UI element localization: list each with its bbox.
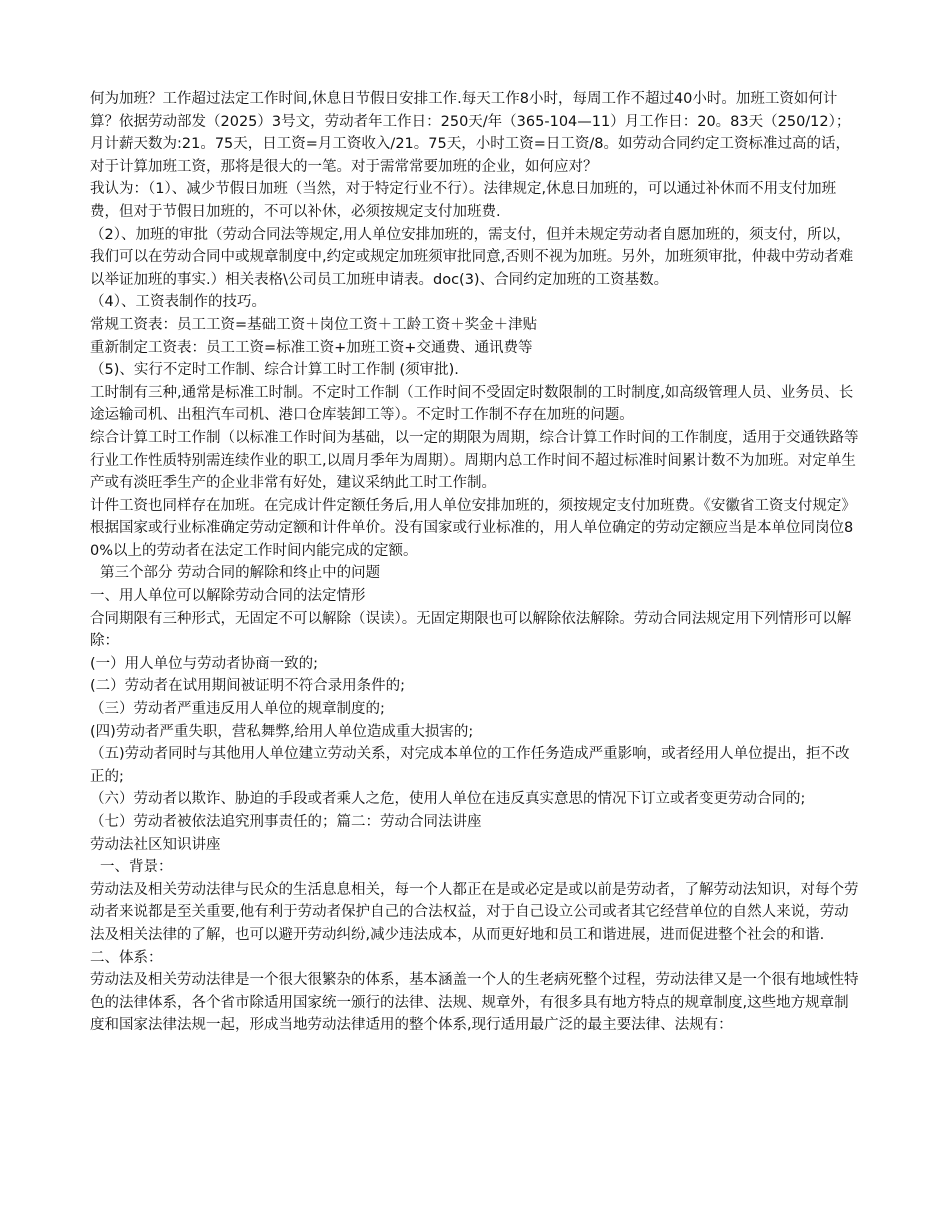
paragraph-new-payroll: 重新制定工资表：员工工资=标准工资+加班工资+交通费、通讯费等 [90, 339, 533, 356]
paragraph-flexible-hours: （5)、实行不定时工作制、综合计算工时工作制 (须审批). [90, 362, 459, 379]
paragraph-contract-terms: 合同期限有三种形式，无固定不可以解除（误读）。无固定期限也可以解除依法解除。劳动合同法规定用下列情形可以解除： [90, 610, 852, 650]
list-item-4: (四)劳动者严重失职，营私舞弊,给用人单位造成重大损害的; [90, 723, 474, 740]
document-body [90, 88, 860, 1037]
list-item-5: （五)劳动者同时与其他用人单位建立劳动关系，对完成本单位的工作任务造成严重影响，或者经用人单位提出，拒不改正的; [90, 746, 850, 785]
list-item-1: (一）用人单位与劳动者协商一致的; [90, 655, 319, 672]
paragraph-overtime-definition: 何为加班？工作超过法定工作时间,休息日节假日安排工作.每天工作8小时，每周工作不超过40小时。加班工资如何计算？依据劳动部发（2025）3号文，劳动者年工作日：250天/年（365-104—11）月工作日：20。83天（250/12）；月计薪天数为:21。75天，日工资=月工资收入/21。75天，小时工资=日工资/8。如劳动合同约定工资标准过高的话，对于计算加班工资，那将是很大的一笔。对于需常常要加班的企业，如何应对？ [90, 91, 851, 175]
section-heading-termination-cases: 一、用人单位可以解除劳动合同的法定情形 [90, 588, 366, 605]
section-heading-background: 一、背景： [100, 859, 173, 876]
paragraph-overtime-approval: （2）、加班的审批（劳动合同法等规定,用人单位安排加班的，需支付，但并未规定劳动者自愿加班的，须支付，所以，我们可以在劳动合同中或规章制度中,约定或规定加班须审批同意,否则不视为加班。另外，加班须审批，仲裁中劳动者难以举证加班的事实.）相关表格\公司员工加班申请表。doc(3)、合同约定加班的工资基数。 [90, 226, 854, 288]
list-item-2: (二）劳动者在试用期间被证明不符合录用条件的; [90, 678, 406, 695]
list-item-3: （三）劳动者严重违反用人单位的规章制度的; [90, 701, 385, 718]
list-item-6: （六）劳动者以欺诈、胁迫的手段或者乘人之危，使用人单位在违反真实意思的情况下订立或者变更劳动合同的; [90, 791, 806, 808]
paragraph-comprehensive-hours: 综合计算工时工作制（以标准工作时间为基础，以一定的期限为周期，综合计算工作时间的工作制度，适用于交通铁路等行业工作性质特别需连续作业的职工,以周月季年为周期）。周期内总工作时间不超过标准时间累计数不为加班。对定单生产或有淡旺季生产的企业非常有好处，建议采纳此工时工作制。 [90, 429, 859, 492]
paragraph-my-view: 我认为：（1）、减少节假日加班（当然，对于特定行业不行）。法律规定,休息日加班的，可以通过补休而不用支付加班费，但对于节假日加班的，不可以补休，必须按规定支付加班费. [90, 181, 837, 220]
paragraph-payroll-tips: （4）、工资表制作的技巧。 [90, 294, 266, 311]
paragraph-system: 劳动法及相关劳动法律是一个很大很繁杂的体系，基本涵盖一个人的生老病死整个过程，劳动法律又是一个很有地域性特色的法律体系，各个省市除适用国家统一颁行的法律、法规、规章外，有很多具有地方特点的规章制度,这些地方规章制度和国家法律法规一起，形成当地劳动法律适用的整个体系,现行适用最广泛的最主要法律、法规有： [90, 972, 859, 1034]
paragraph-regular-payroll: 常规工资表：员工工资=基础工资＋岗位工资＋工龄工资＋奖金＋津贴 [90, 316, 538, 333]
paragraph-background: 劳动法及相关劳动法律与民众的生活息息相关，每一个人都正在是或必定是或以前是劳动者，了解劳动法知识，对每个劳动者来说都是至关重要,他有利于劳动者保护自己的合法权益，对于自己设立公司或者其它经营单位的自然人来说，劳动法及相关法律的了解，也可以避开劳动纠纷,减少违法成本，从而更好地和员工和谐进展，进而促进整个社会的和谐. [90, 881, 859, 943]
section-heading-system: 二、体系： [90, 949, 163, 966]
paragraph-piece-rate: 计件工资也同样存在加班。在完成计件定额任务后,用人单位安排加班的，须按规定支付加班费。《安徽省工资支付规定》根据国家或行业标准确定劳动定额和计件单价。没有国家或行业标准的，用人单位确定的劳动定额应当是本单位同岗位80%以上的劳动者在法定工作时间内能完成的定额。 [90, 497, 856, 559]
section-heading-lecture: 劳动法社区知识讲座 [90, 836, 221, 853]
paragraph-working-hour-systems: 工时制有三种,通常是标准工时制。不定时工作制（工作时间不受固定时数限制的工时制度,如高级管理人员、业务员、长途运输司机、出租汽车司机、港口仓库装卸工等）。不定时工作制不存在加班的问题。 [90, 384, 854, 424]
section-heading-part-three: 第三个部分 劳动合同的解除和终止中的问题 [100, 565, 381, 582]
list-item-7: （七）劳动者被依法追究刑事责任的；篇二：劳动合同法讲座 [90, 814, 482, 830]
